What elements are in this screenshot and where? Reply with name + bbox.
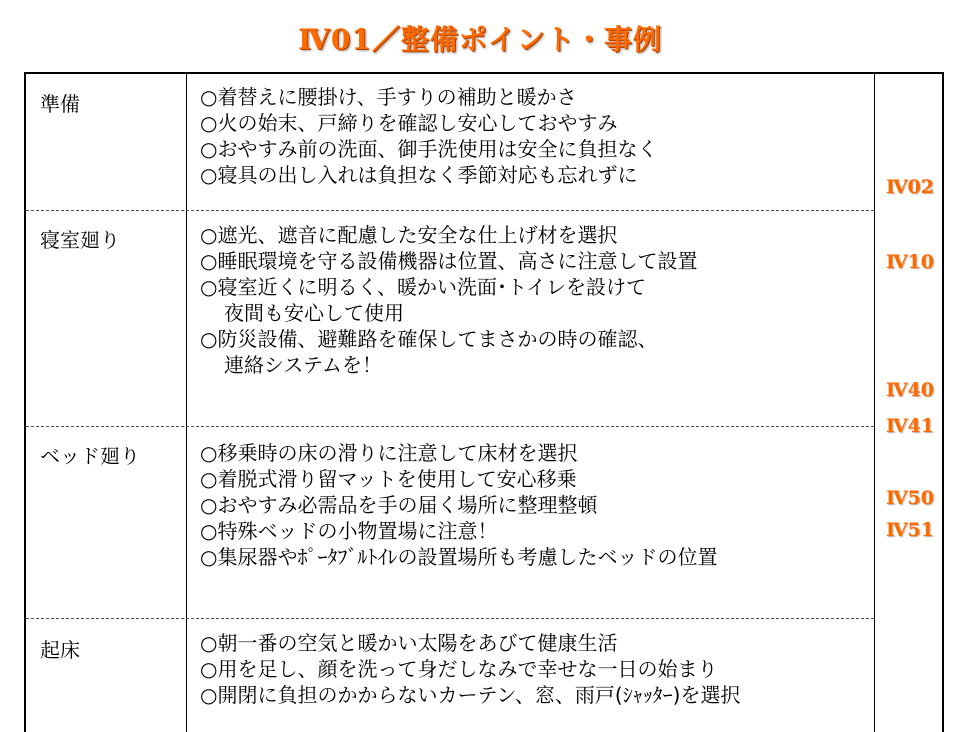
list-item: ○寝具の出し入れは負担なく季節対応も忘れずに: [200, 163, 638, 187]
item-list: [200, 630, 870, 708]
list-item: ○集尿器やﾎﾟｰﾀﾌﾞﾙﾄｲﾚの設置場所も考慮したベッドの位置: [200, 545, 718, 569]
list-item: 連絡システムを！: [224, 353, 382, 377]
list-item: ○寝室近くに明るく、暖かい洗面･トイレを設けて: [200, 275, 647, 299]
category-label: 準備: [40, 92, 80, 116]
item-list: [200, 222, 870, 378]
list-item: ○特殊ベッドの小物置場に注意！: [200, 519, 498, 543]
list-item: ○おやすみ前の洗面、御手洗使用は安全に負担なく: [200, 137, 658, 161]
list-item: 夜間も安心して使用: [224, 301, 404, 325]
list-item: ○移乗時の床の滑りに注意して床材を選択: [200, 441, 578, 465]
reference-label: Ⅳ41: [885, 415, 934, 437]
page-title: Ⅳ01／整備ポイント・事例: [298, 23, 662, 56]
category-label: 寝室廻り: [40, 228, 120, 252]
reference-column: [876, 74, 944, 732]
reference-label: Ⅳ50: [885, 487, 934, 509]
list-item: ○着脱式滑り留マットを使用して安心移乗: [200, 467, 577, 491]
column-divider: [874, 74, 875, 732]
list-item: ○用を足し、顔を洗って身だしなみで幸せな一日の始まり: [200, 657, 718, 681]
list-item: ○開閉に負担のかからないカーテン、窓、雨戸(ｼｬｯﾀｰ)を選択: [200, 683, 741, 707]
row-divider: [26, 210, 874, 211]
row-divider: [26, 426, 874, 427]
item-list: [200, 440, 870, 570]
column-divider: [186, 74, 187, 732]
list-item: ○防災設備、避難路を確保してまさかの時の確認、: [200, 327, 658, 351]
reference-label: Ⅳ40: [885, 379, 934, 401]
row-divider: [26, 618, 874, 619]
category-label: ベッド廻り: [40, 444, 140, 468]
list-item: ○遮光、遮音に配慮した安全な仕上げ材を選択: [200, 223, 618, 247]
points-table: [24, 72, 944, 732]
list-item: ○朝一番の空気と暖かい太陽をあびて健康生活: [200, 631, 618, 655]
category-label: 起床: [40, 638, 80, 662]
reference-label: Ⅳ02: [885, 176, 934, 198]
list-item: ○着替えに腰掛け、手すりの補助と暖かさ: [200, 85, 577, 109]
list-item: ○睡眠環境を守る設備機器は位置、高さに注意して設置: [200, 249, 698, 273]
list-item: ○火の始末、戸締りを確認し安心しておやすみ: [200, 111, 618, 135]
reference-label: Ⅳ10: [885, 251, 934, 273]
reference-label: Ⅳ51: [885, 519, 934, 541]
list-item: ○おやすみ必需品を手の届く場所に整理整頓: [200, 493, 598, 517]
item-list: [200, 84, 870, 188]
